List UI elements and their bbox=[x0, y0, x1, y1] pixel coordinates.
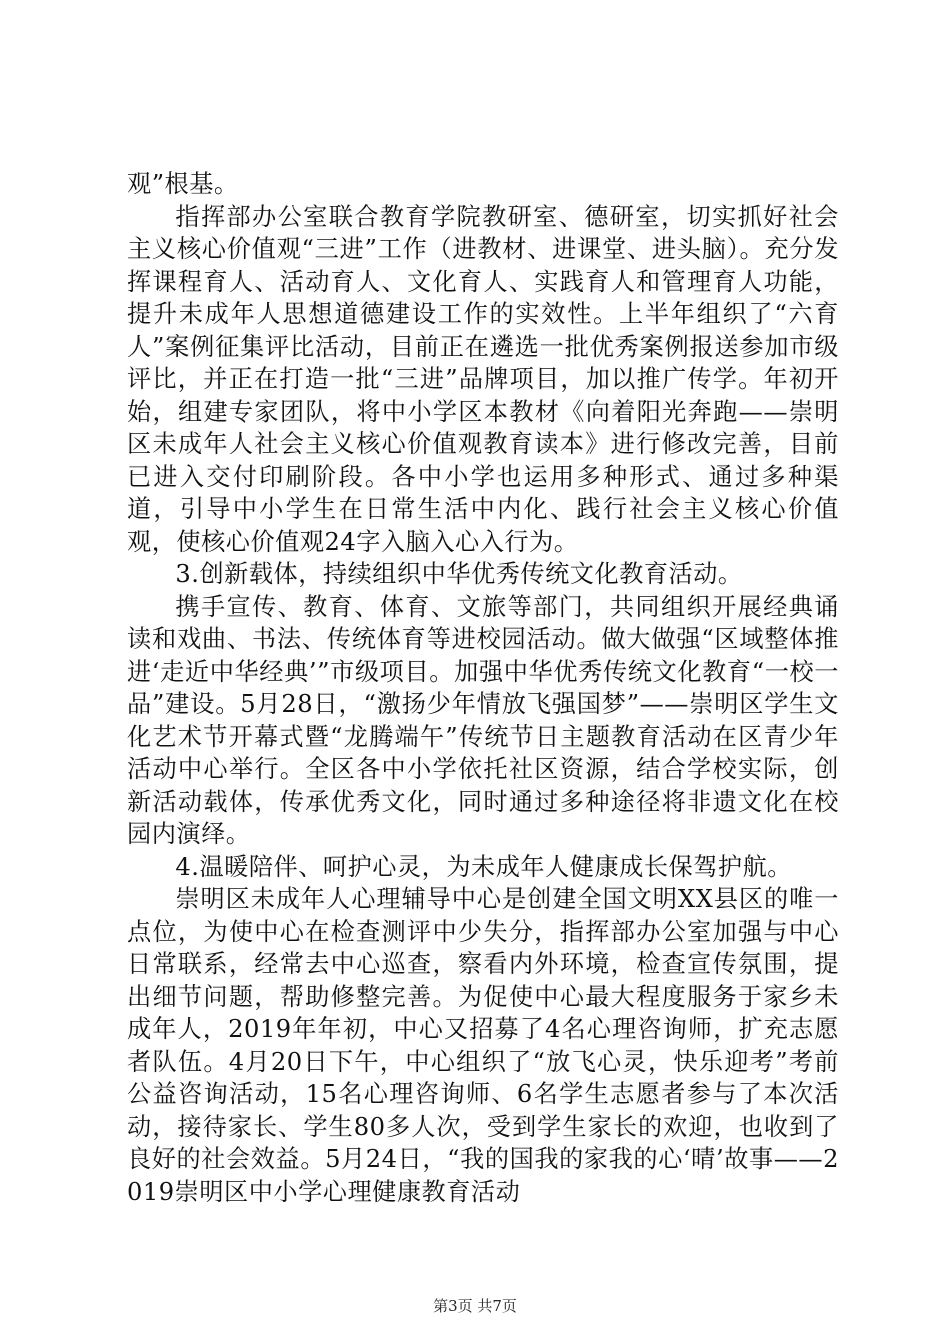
page-number-footer: 第3页 共7页 bbox=[433, 1297, 517, 1315]
document-body bbox=[127, 168, 839, 1208]
paragraph-traditional-culture: 携手宣传、教育、体育、文旅等部门，共同组织开展经典诵读和戏曲、书法、传统体育等进校园活动。做大做强“区域整体推进‘走近中华经典’”市级项目。加强中华优秀传统文化教育“一校一品”建设。5月28日，“激扬少年情放飞强国梦”——崇明区学生文化艺术节开幕式暨“龙腾端午”传统节日主题教育活动在区青少年活动中心举行。全区各中小学依托社区资源，结合学校实际，创新活动载体，传承优秀文化，同时通过多种途径将非遗文化在校园内演绎。 bbox=[127, 592, 839, 848]
section-heading-3: 3.创新载体，持续组织中华优秀传统文化教育活动。 bbox=[175, 560, 743, 588]
paragraph-psychological-center: 崇明区未成年人心理辅导中心是创建全国文明XX县区的唯一点位，为使中心在检查测评中少失分，指挥部办公室加强与中心日常联系，经常去中心巡查，察看内外环境，检查宣传氛围，提出细节问题，帮助修整完善。为促使中心最大程度服务于家乡未成年人，2019年年初，中心又招募了4名心理咨询师，扩充志愿者队伍。4月20日下午，中心组织了“放飞心灵，快乐迎考”考前公益咨询活动，15名心理咨询师、6名学生志愿者参与了本次活动，接待家长、学生80多人次，受到学生家长的欢迎，也收到了良好的社会效益。5月24日，“我的国我的家我的心‘晴’故事——2019崇明区中小学心理健康教育活动 bbox=[127, 885, 839, 1206]
paragraph-core-values: 指挥部办公室联合教育学院教研室、德研室，切实抓好社会主义核心价值观“三进”工作（进教材、进课堂、进头脑）。充分发挥课程育人、活动育人、文化育人、实践育人和管理育人功能，提升未成年人思想道德建设工作的实效性。上半年组织了“六育人”案例征集评比活动，目前正在遴选一批优秀案例报送参加市级评比，并正在打造一批“三进”品牌项目，加以推广传学。年初开始，组建专家团队，将中小学区本教材《向着阳光奔跑——崇明区未成年人社会主义核心价值观教育读本》进行修改完善，目前已进入交付印刷阶段。各中小学也运用多种形式、通过多种渠道，引导中小学生在日常生活中内化、践行社会主义核心价值观，使核心价值观24字入脑入心入行为。 bbox=[127, 202, 839, 556]
section-heading-4: 4.温暖陪伴、呵护心灵，为未成年人健康成长保驾护航。 bbox=[175, 852, 792, 881]
paragraph-continuation: 观”根基。 bbox=[127, 170, 239, 198]
